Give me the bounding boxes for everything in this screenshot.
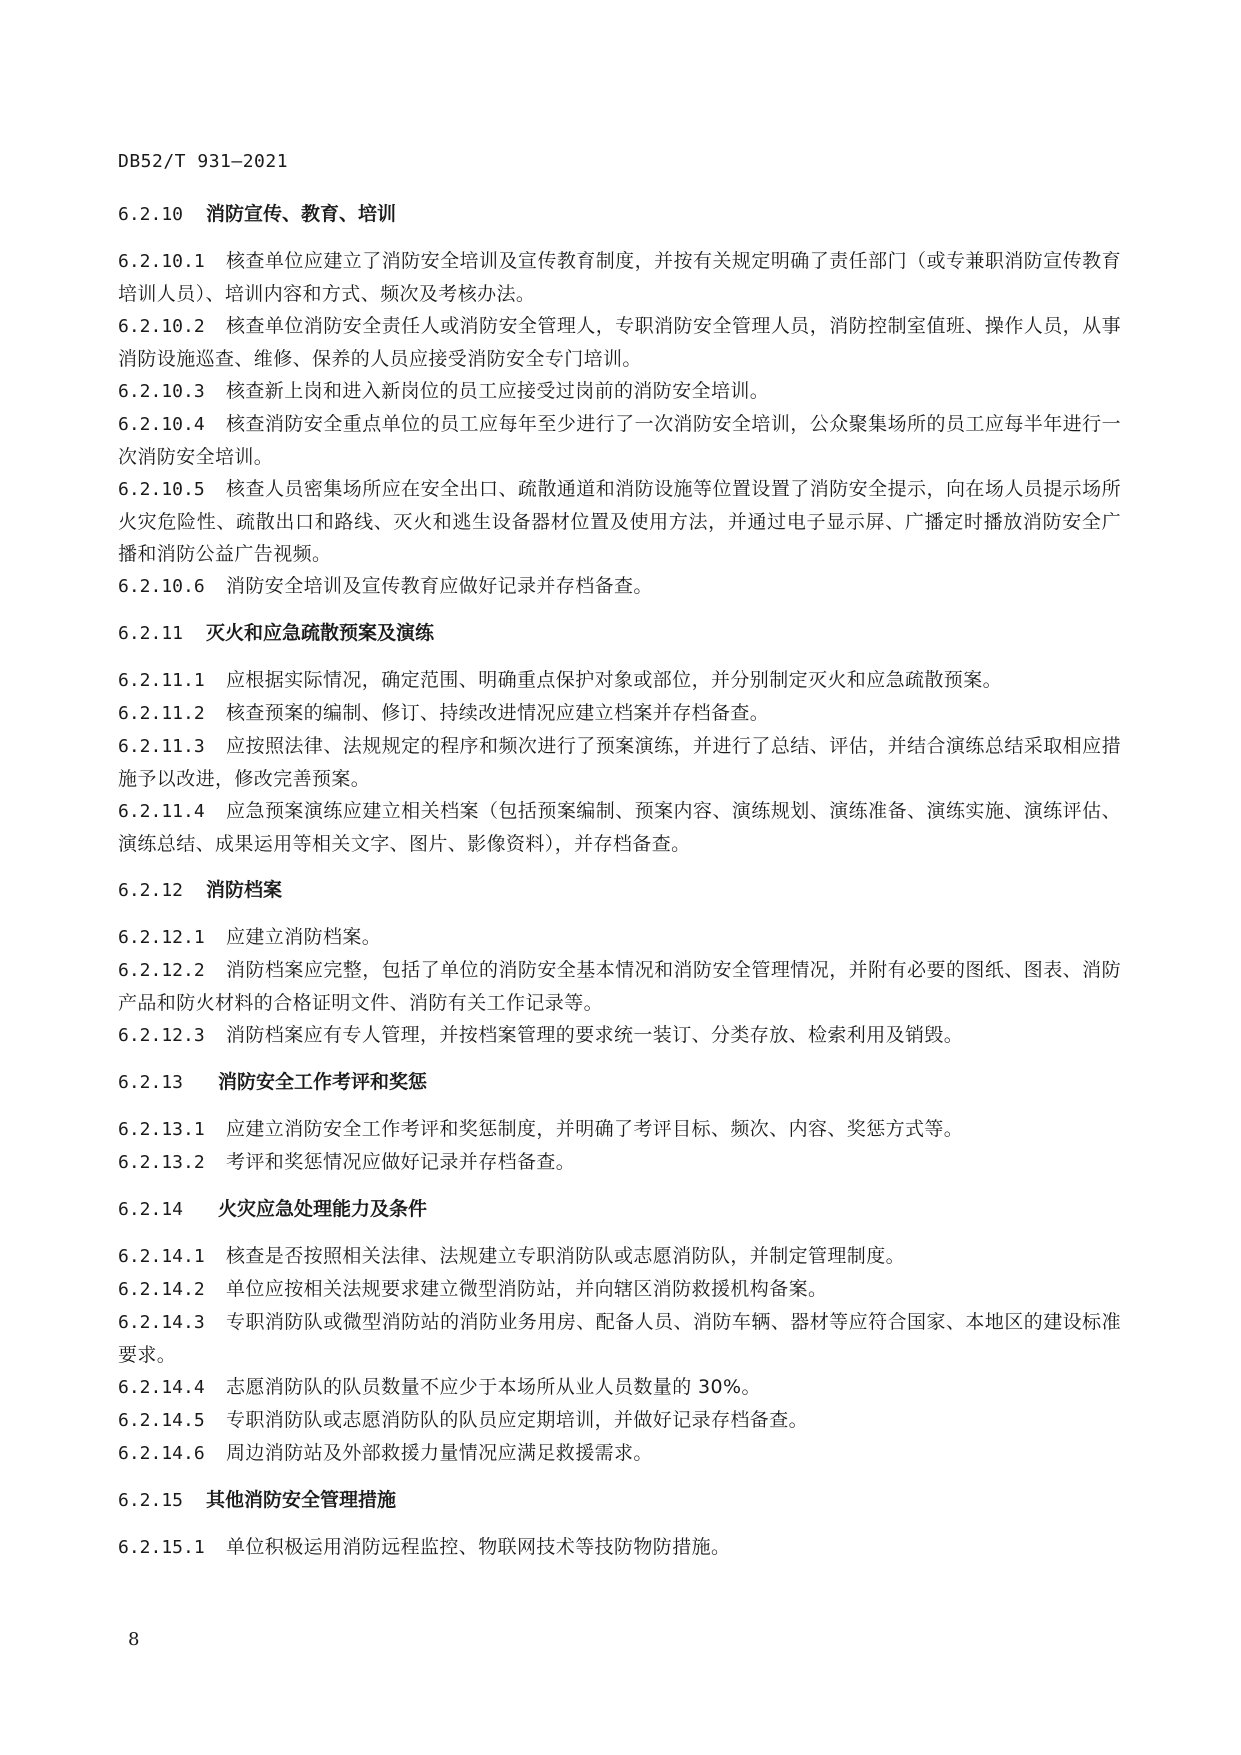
- clause-number: 6.2.12.3: [118, 1025, 205, 1046]
- clause: [118, 1371, 1121, 1404]
- clause: [118, 1146, 1121, 1179]
- section-number: 6.2.10: [118, 204, 184, 225]
- clause: [118, 1306, 1121, 1371]
- clause-text: 消防安全培训及宣传教育应做好记录并存档备查。: [226, 575, 653, 597]
- clause-number: 6.2.14.6: [118, 1443, 205, 1464]
- section-heading: [118, 617, 1121, 650]
- clause-text: 单位积极运用消防远程监控、物联网技术等技防物防措施。: [226, 1536, 731, 1558]
- clause-number: 6.2.10.6: [118, 576, 205, 597]
- section-title: 消防宣传、教育、培训: [206, 203, 397, 225]
- clause-text: 专职消防队或志愿消防队的队员应定期培训，并做好记录存档备查。: [226, 1409, 809, 1431]
- clause-number: 6.2.14.3: [118, 1312, 205, 1333]
- clause: [118, 954, 1121, 1019]
- clause: [118, 730, 1121, 795]
- clause-text: 消防档案应有专人管理，并按档案管理的要求统一装订、分类存放、检索利用及销毁。: [226, 1024, 964, 1046]
- clause: [118, 1113, 1121, 1146]
- clause: [118, 664, 1121, 697]
- clause: [118, 1019, 1121, 1052]
- clause-number: 6.2.14.1: [118, 1246, 205, 1267]
- clause: [118, 408, 1121, 473]
- page-number: 8: [128, 1629, 140, 1650]
- clause-text: 核查人员密集场所应在安全出口、疏散通道和消防设施等位置设置了消防安全提示，向在场人员提示场所火灾危险性、疏散出口和路线、灭火和逃生设备器材位置及使用方法，并通过电子显示屏、广播定时播放消防安全广播和消防公益广告视频。: [118, 478, 1121, 565]
- clause: [118, 310, 1121, 375]
- clause-number: 6.2.10.3: [118, 381, 205, 402]
- clause-text: 核查单位消防安全责任人或消防安全管理人，专职消防安全管理人员，消防控制室值班、操作人员，从事消防设施巡查、维修、保养的人员应接受消防安全专门培训。: [118, 315, 1121, 370]
- section-heading: [118, 1484, 1121, 1517]
- section-heading: [118, 198, 1121, 231]
- clause-text: 应急预案演练应建立相关档案（包括预案编制、预案内容、演练规划、演练准备、演练实施、演练评估、演练总结、成果运用等相关文字、图片、影像资料），并存档备查。: [118, 800, 1121, 855]
- clause: [118, 1404, 1121, 1437]
- clause-text: 消防档案应完整，包括了单位的消防安全基本情况和消防安全管理情况，并附有必要的图纸、图表、消防产品和防火材料的合格证明文件、消防有关工作记录等。: [118, 959, 1121, 1014]
- section-title: 其他消防安全管理措施: [206, 1489, 397, 1511]
- clause-text: 应根据实际情况，确定范围、明确重点保护对象或部位，并分别制定灭火和应急疏散预案。: [226, 669, 1003, 691]
- section-title: 消防安全工作考评和奖惩: [218, 1071, 428, 1093]
- clause-text: 单位应按相关法规要求建立微型消防站，并向辖区消防救援机构备案。: [226, 1278, 828, 1300]
- clause-text: 核查预案的编制、修订、持续改进情况应建立档案并存档备查。: [226, 702, 770, 724]
- clause-text: 周边消防站及外部救援力量情况应满足救援需求。: [226, 1442, 653, 1464]
- document-code: DB52/T 931—2021: [118, 151, 289, 172]
- section-heading: [118, 874, 1121, 907]
- clause-number: 6.2.11.3: [118, 736, 205, 757]
- clause-number: 6.2.11.4: [118, 801, 205, 822]
- section-heading: [118, 1193, 1121, 1226]
- clause-text: 考评和奖惩情况应做好记录并存档备查。: [226, 1151, 576, 1173]
- section-heading: [118, 1066, 1121, 1099]
- section-6-2-13: [118, 1066, 1121, 1179]
- clause-text: 应建立消防安全工作考评和奖惩制度，并明确了考评目标、频次、内容、奖惩方式等。: [226, 1118, 964, 1140]
- clause: [118, 795, 1121, 860]
- section-number: 6.2.11: [118, 623, 184, 644]
- clause-text: 核查新上岗和进入新岗位的员工应接受过岗前的消防安全培训。: [226, 380, 770, 402]
- section-number: 6.2.15: [118, 1490, 184, 1511]
- clause-text: 核查消防安全重点单位的员工应每年至少进行了一次消防安全培训，公众聚集场所的员工应每半年进行一次消防安全培训。: [118, 413, 1121, 468]
- clause: [118, 697, 1121, 730]
- clause-number: 6.2.13.1: [118, 1119, 205, 1140]
- clause-text: 应按照法律、法规规定的程序和频次进行了预案演练，并进行了总结、评估，并结合演练总结采取相应措施予以改进，修改完善预案。: [118, 735, 1121, 790]
- clause-number: 6.2.10.2: [118, 316, 205, 337]
- section-6-2-10: [118, 198, 1121, 603]
- section-6-2-14: [118, 1193, 1121, 1470]
- clause-number: 6.2.11.1: [118, 670, 205, 691]
- clause: [118, 1437, 1121, 1470]
- section-number: 6.2.14: [118, 1199, 184, 1220]
- section-number: 6.2.12: [118, 880, 184, 901]
- clause-number: 6.2.10.5: [118, 479, 205, 500]
- clause-number: 6.2.10.1: [118, 251, 205, 272]
- clause: [118, 1273, 1121, 1306]
- section-number: 6.2.13: [118, 1072, 184, 1093]
- clause: [118, 245, 1121, 310]
- clause-number: 6.2.12.2: [118, 960, 205, 981]
- clause: [118, 921, 1121, 954]
- clause-number: 6.2.14.4: [118, 1377, 205, 1398]
- clause-number: 6.2.12.1: [118, 927, 205, 948]
- clause: [118, 473, 1121, 570]
- section-title: 消防档案: [206, 879, 283, 901]
- clause: [118, 375, 1121, 408]
- section-6-2-15: [118, 1484, 1121, 1564]
- clause-text: 志愿消防队的队员数量不应少于本场所从业人员数量的 30%。: [226, 1376, 761, 1398]
- clause-number: 6.2.10.4: [118, 414, 205, 435]
- document-body: [118, 198, 1121, 1564]
- clause-text: 应建立消防档案。: [226, 926, 382, 948]
- clause-number: 6.2.14.5: [118, 1410, 205, 1431]
- clause-text: 专职消防队或微型消防站的消防业务用房、配备人员、消防车辆、器材等应符合国家、本地区的建设标准要求。: [118, 1311, 1121, 1366]
- clause: [118, 570, 1121, 603]
- clause-number: 6.2.11.2: [118, 703, 205, 724]
- clause-text: 核查单位应建立了消防安全培训及宣传教育制度，并按有关规定明确了责任部门（或专兼职消防宣传教育培训人员）、培训内容和方式、频次及考核办法。: [118, 250, 1121, 305]
- clause-number: 6.2.14.2: [118, 1279, 205, 1300]
- clause-number: 6.2.13.2: [118, 1152, 205, 1173]
- clause-number: 6.2.15.1: [118, 1537, 205, 1558]
- section-title: 灭火和应急疏散预案及演练: [206, 622, 435, 644]
- clause: [118, 1531, 1121, 1564]
- section-6-2-11: [118, 617, 1121, 860]
- section-6-2-12: [118, 874, 1121, 1052]
- clause-text: 核查是否按照相关法律、法规建立专职消防队或志愿消防队，并制定管理制度。: [226, 1245, 906, 1267]
- clause: [118, 1240, 1121, 1273]
- section-title: 火灾应急处理能力及条件: [218, 1198, 428, 1220]
